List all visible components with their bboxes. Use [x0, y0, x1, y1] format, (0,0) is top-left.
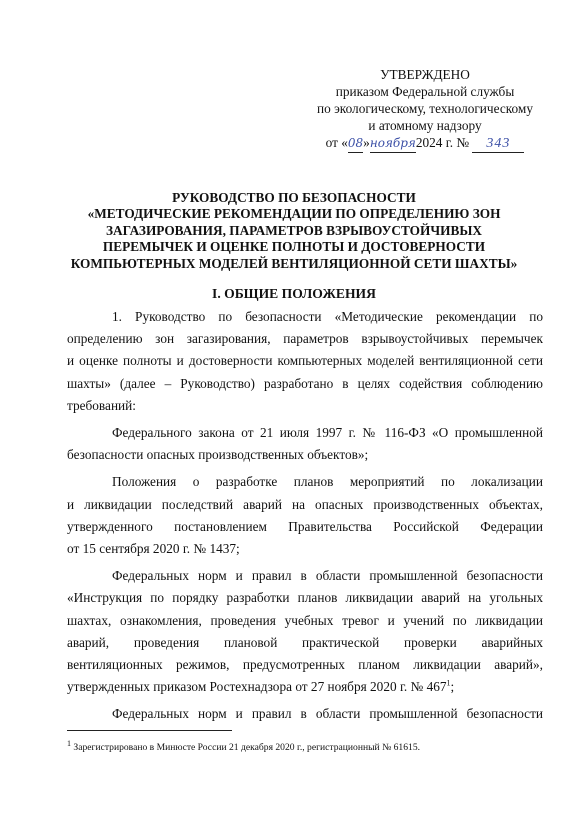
footnote-separator [67, 730, 232, 731]
handwritten-day: 08 [348, 135, 363, 153]
text-line: определению зон загазирования, параметров взрывоустойчивых перемычек [67, 331, 543, 347]
paragraph [67, 565, 543, 698]
text-line: и оценке полноты и достоверности компьютерных моделей вентиляционной сети [67, 353, 543, 369]
text-line: шахтах, ознакомления, проведения учебных тревог и учений по ликвидации [67, 612, 543, 628]
document-title [50, 190, 538, 272]
title-line: КОМПЬЮТЕРНЫХ МОДЕЛЕЙ ВЕНТИЛЯЦИОННОЙ СЕТИ ШАХТЫ» [70, 255, 518, 271]
text-line: Федеральных норм и правил в области промышленной безопасности [112, 568, 543, 584]
body-text [67, 306, 543, 731]
paragraph [67, 471, 543, 560]
text-line: Положения о разработке планов мероприятий по локализации [112, 474, 543, 490]
text-fragment: ; [450, 679, 455, 695]
footnote-marker: 1 [446, 678, 451, 688]
title-line: РУКОВОДСТВО ПО БЕЗОПАСНОСТИ [172, 190, 416, 205]
date-separator: » [363, 135, 370, 150]
section-heading: I. ОБЩИЕ ПОЛОЖЕНИЯ [212, 286, 376, 301]
text-line: и ликвидации последствий аварий на опасных производственных объектах, [67, 496, 543, 512]
handwritten-month: ноября [370, 135, 416, 153]
approval-line: по экологическому, технологическому [317, 101, 533, 116]
approval-heading: УТВЕРЖДЕНО [380, 67, 470, 82]
text-line: аварий, проведения плановой практической проверки аварийных [67, 634, 543, 650]
footnote-mark: 1 [67, 738, 71, 748]
text-line: шахты» (далее – Руководство) разработано в целях содействия соблюдению [67, 375, 543, 391]
title-line: «МЕТОДИЧЕСКИЕ РЕКОМЕНДАЦИИ ПО ОПРЕДЕЛЕНИЮ ЗОН [87, 206, 501, 222]
text-line: Федерального закона от 21 июля 1997 г. № 116-ФЗ «О промышленной [112, 425, 543, 441]
paragraph [67, 422, 543, 466]
approval-line: и атомному надзору [368, 118, 482, 133]
footnote-text: Зарегистрировано в Минюсте России 21 декабря 2020 г., регистрационный № 61615. [71, 742, 421, 753]
approval-date-line [300, 134, 550, 153]
paragraph [67, 306, 543, 417]
paragraph [67, 703, 543, 725]
text-line: 1. Руководство по безопасности «Методические рекомендации по [112, 309, 543, 324]
text-line: безопасности опасных производственных объектов»; [67, 447, 369, 463]
footnote [67, 738, 421, 753]
approval-line: приказом Федеральной службы [335, 84, 515, 99]
text-fragment: утвержденных приказом Ростехнадзора от 27 ноября 2020 г. № 467 [67, 679, 447, 695]
text-line: «Инструкция по порядку разработки планов ликвидации аварий на угольных [67, 590, 543, 606]
text-line: утвержденного постановлением Правительства Российской Федерации [67, 518, 543, 534]
title-line: ЗАГАЗИРОВАНИЯ, ПАРАМЕТРОВ ВЗРЫВОУСТОЙЧИВЫХ [106, 222, 482, 238]
date-prefix: от « [325, 135, 348, 150]
handwritten-order-number: 343 [472, 135, 524, 153]
text-line: от 15 сентября 2020 г. № 1437; [67, 541, 240, 557]
approval-block [300, 66, 550, 153]
title-line: ПЕРЕМЫЧЕК И ОЦЕНКЕ ПОЛНОТЫ И ДОСТОВЕРНОСТИ [102, 239, 486, 255]
text-line: Федеральных норм и правил в области промышленной безопасности [112, 706, 543, 722]
text-line [67, 676, 543, 698]
date-year: 2024 г. № [415, 135, 470, 150]
text-line: требований: [67, 397, 136, 413]
text-line: вентиляционных режимов, предусмотренных планом ликвидации аварий», [67, 657, 543, 673]
